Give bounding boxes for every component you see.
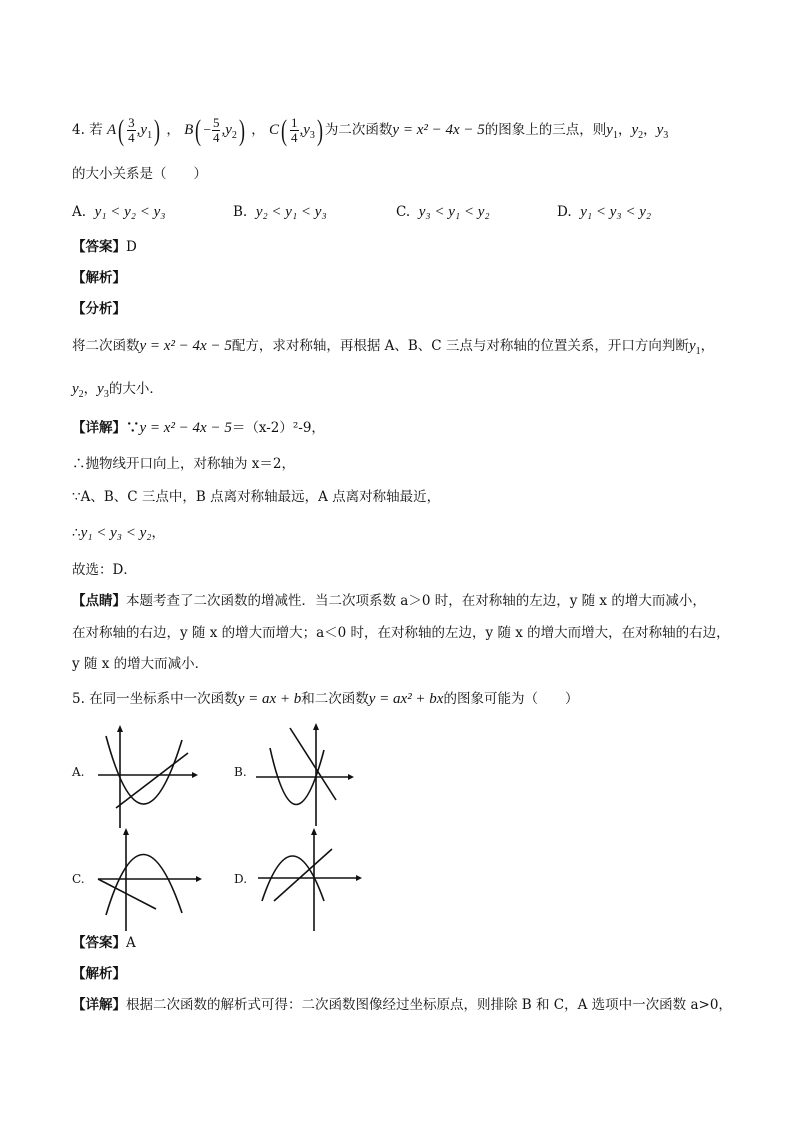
- paren-icon: ): [154, 113, 161, 147]
- q4-dianjing-line2: 在对称轴的右边，y 随 x 的增大而增大；a＜0 时，在对称轴的左边，y 随 x 的增大而增大，在对称轴的右边，: [72, 625, 730, 641]
- line: [274, 849, 332, 901]
- q4-dianjing-line1: 【点睛】本题考查了二次函数的增减性．当二次项系数 a＞0 时，在对称轴的左边，y 随 x 的增大而减小，: [72, 593, 706, 609]
- q4-stem-line1: 4. 若 A( $\frac{3}{4}$ $,y_1$) ， B( − $\frac{5}{4}$ $,y_2$) ， C( $\frac{1}{4}$ $,y_3$) 为二次函数y = x² − 4x − 5的图象上的三点，则$y_1$，$y_2$，$y_3$: [72, 113, 669, 147]
- arrow-icon: [311, 828, 317, 835]
- q4-ruo: 若: [89, 122, 103, 138]
- q5-graph-d: [252, 825, 367, 935]
- arrow-icon: [117, 725, 123, 732]
- q4-point-b-label: B: [184, 122, 194, 138]
- line: [98, 879, 156, 909]
- q4-fenxi-line1: 将二次函数y = x² − 4x − 5配方，求对称轴，再根据 A、B、C 三点与对称轴的位置关系，开口方向判断$y_1$，: [72, 338, 715, 357]
- q4-stem-line2: 的大小关系是（ ）: [72, 166, 207, 182]
- arrow-icon: [313, 723, 319, 730]
- arrow-icon: [192, 772, 198, 778]
- q4-dianjing-line3: y 随 x 的增大而减小．: [72, 656, 209, 672]
- q5-label-b: B.: [234, 765, 247, 779]
- parabola: [106, 736, 182, 804]
- paren-icon: (: [281, 113, 287, 147]
- q4-jiexi-heading: 【解析】: [72, 270, 126, 286]
- line: [116, 753, 188, 808]
- q5-graph-a: [92, 720, 202, 830]
- line: [290, 728, 336, 800]
- paren-icon: ): [316, 113, 323, 147]
- q4-point-c-frac: $\frac{1}{4}$: [291, 115, 298, 145]
- q4-option-b: B. y₂ < y₁ < y₃: [233, 204, 327, 220]
- q5-label-d: D.: [234, 872, 248, 886]
- paren-icon: ): [238, 113, 245, 147]
- q4-open-line: ∴抛物线开口向上，对称轴为 x＝2，: [72, 456, 295, 472]
- q5-label-a: A.: [72, 765, 85, 779]
- q4-point-a-label: A: [106, 122, 117, 138]
- q4-point-a-frac: $\frac{3}{4}$: [128, 115, 135, 145]
- q5-detail-line: 【详解】根据二次函数的解析式可得：二次函数图像经过坐标原点，则排除 B 和 C，A 选项中一次函数 a>0，: [72, 997, 732, 1013]
- q5-graph-c: [92, 825, 207, 935]
- arrow-icon: [356, 875, 362, 881]
- q4-fenxi-heading: 【分析】: [72, 301, 126, 317]
- q4-option-c: C. y₃ < y₁ < y₂: [396, 204, 490, 220]
- q4-point-c-label: C: [268, 122, 279, 138]
- q4-choice-line: 故选：D．: [72, 562, 137, 578]
- arrow-icon: [196, 876, 202, 882]
- paren-icon: (: [118, 113, 125, 147]
- q5-jiexi-heading: 【解析】: [72, 966, 126, 982]
- q4-option-a: A. y₁ < y₂ < y₃: [72, 204, 166, 220]
- q4-point-b-frac: $\frac{5}{4}$: [212, 115, 220, 145]
- paren-icon: (: [195, 113, 202, 147]
- q4-option-d: D. y₁ < y₃ < y₂: [557, 204, 652, 220]
- q4-answer: 【答案】D: [72, 239, 137, 255]
- q4-fenxi-line2: $y_2$，$y_3$的大小．: [72, 381, 163, 400]
- arrow-icon: [123, 828, 129, 835]
- parabola: [106, 854, 182, 915]
- q5-stem: 5. 在同一坐标系中一次函数y = ax + b和二次函数y = ax² + bx的图象可能为（ ）: [72, 691, 579, 707]
- q5-graph-b: [250, 720, 360, 830]
- q4-function: y = x² − 4x − 5: [392, 122, 485, 138]
- q4-number: 4.: [72, 122, 85, 138]
- q4-detail-line: 【详解】∵y = x² − 4x − 5＝（x-2）²-9，: [72, 420, 325, 436]
- q4-result-line: ∴y₁ < y₃ < y₂，: [72, 525, 165, 541]
- arrow-icon: [348, 774, 354, 780]
- q4-distance-line: ∵A、B、C 三点中，B 点离对称轴最远，A 点离对称轴最近，: [72, 489, 441, 505]
- q5-answer: 【答案】A: [72, 935, 136, 951]
- q5-label-c: C.: [72, 872, 85, 886]
